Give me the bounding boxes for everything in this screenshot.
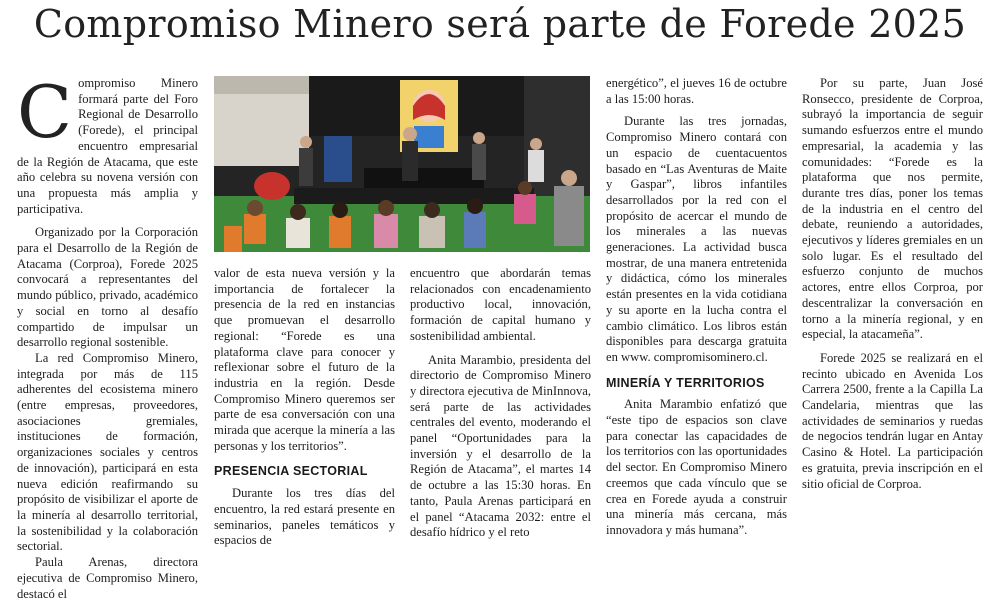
drop-cap: C bbox=[17, 70, 73, 154]
paragraph: La red Compromiso Minero, integrada por más de 115 adherentes del ecosistema minero (entre empresas, proveedores, asociaciones gremiales, instituciones de formación, organizaciones sociales y centros de innovación), participará en esta nueva edición reafirmando su propósito de visibilizar el aporte de la minería al desarrollo territorial, la sostenibilidad y la colaboración sectorial. bbox=[17, 350, 198, 554]
section-heading: MINERÍA Y TERRITORIOS bbox=[606, 375, 765, 390]
paragraph: Por su parte, Juan José Ronsecco, presidente de Corproa, subrayó la importancia de seguir sumando esfuerzos entre el mundo empresarial, la academia y las comunidades: “Forede es la plataforma que nos permite, durante tres días, poner los temas de la industria en el centro del debate, reuniendo a autoridades, ejecutivos y líderes gremiales en un solo lugar. Es el resultado del esfuerzo conjunto de muchos actores, entre ellos Corproa, por descentralizar la conversación en torno a la minería regional, y en especial, la atacameña”. bbox=[802, 76, 983, 342]
article-column-4 bbox=[606, 76, 787, 539]
article-column-5 bbox=[802, 76, 983, 492]
section-heading: PRESENCIA SECTORIAL bbox=[214, 464, 368, 479]
article-column-3 bbox=[410, 266, 591, 541]
article-column-1 bbox=[17, 70, 198, 602]
paragraph: Anita Marambio enfatizó que “este tipo de espacios son clave para conectar las capacidades de los territorios con las oportunidades del sector. En Compromiso Minero creemos que cada vínculo que se crea en Forede ayuda a construir una minería más cercana, más innovadora y más humana”. bbox=[606, 397, 787, 537]
paragraph: energético”, el jueves 16 de octubre a las 15:00 horas. bbox=[606, 76, 787, 106]
event-photo bbox=[214, 76, 590, 252]
paragraph: encuentro que abordarán temas relacionados con encadenamiento productivo local, innovación, formación de capital humano y sostenibilidad ambiental. bbox=[410, 266, 591, 343]
paragraph: Durante los tres días del encuentro, la red estará presente en seminarios, paneles temáticos y espacios de bbox=[214, 486, 395, 548]
event-photo-illustration bbox=[214, 76, 590, 252]
paragraph: Organizado por la Corporación para el Desarrollo de la Región de Atacama (Corproa), Forede 2025 convocará a representantes del mundo público, privado, académico y social en torno al desafío compartido de impulsar un desarrollo regional sostenible. bbox=[17, 225, 198, 350]
paragraph: Anita Marambio, presidenta del directorio de Compromiso Minero y directora ejecutiva de MinInnova, será parte de las actividades centrales del evento, moderando el panel “Oportunidades para la inversión y el desarrollo de la Región de Atacama”, el martes 14 de octubre a las 15:30 horas. En tanto, Paula Arenas participará en el panel “Atacama 2032: entre el desafío hídrico y el reto bbox=[410, 352, 591, 540]
paragraph: Durante las tres jornadas, Compromiso Minero contará con un espacio de cuentacuentos basado en “Las Aventuras de Maite y Gaspar”, libros infantiles desarrollados por la red con el propósito de acercar el mundo de los minerales a las nuevas generaciones. La actividad busca mostrar, de una manera entretenida y didáctica, cómo los minerales están presentes en la vida cotidiana y su aporte en la lucha contra el cambio climático. Los libros están disponibles para descarga gratuita en www. compromisominero.cl. bbox=[606, 114, 787, 364]
paragraph: Paula Arenas, directora ejecutiva de Compromiso Minero, destacó el bbox=[17, 555, 198, 601]
headline: Compromiso Minero será parte de Forede 2025 bbox=[33, 2, 967, 46]
lead-text: ompromiso Minero formará parte del Foro Regional de Desarrollo (Forede), el principal encuentro empresarial de la Región de Atacama, que este año celebra su novena versión con una propuesta más amplia y participativa. bbox=[17, 76, 198, 216]
article-column-2 bbox=[214, 266, 395, 549]
paragraph: valor de esta nueva versión y la importancia de fortalecer la presencia de la red en instancias que promuevan el desarrollo regional: “Forede es una plataforma clave para conocer y reflexionar sobre el futuro de la industria en la región. Desde Compromiso Minero queremos ser parte de esa conversación con una mirada que acerque la minería a las personas y los territorios”. bbox=[214, 266, 395, 453]
lead-paragraph bbox=[17, 70, 198, 217]
paragraph: Forede 2025 se realizará en el recinto ubicado en Avenida Los Carrera 2500, frente a la Capilla La Candelaria, mientras que las actividades de seminarios y ruedas de negocios tendrán lugar en Antay Casino & Hotel. La participación es gratuita, previa inscripción en el sitio oficial de Corproa. bbox=[802, 350, 983, 491]
